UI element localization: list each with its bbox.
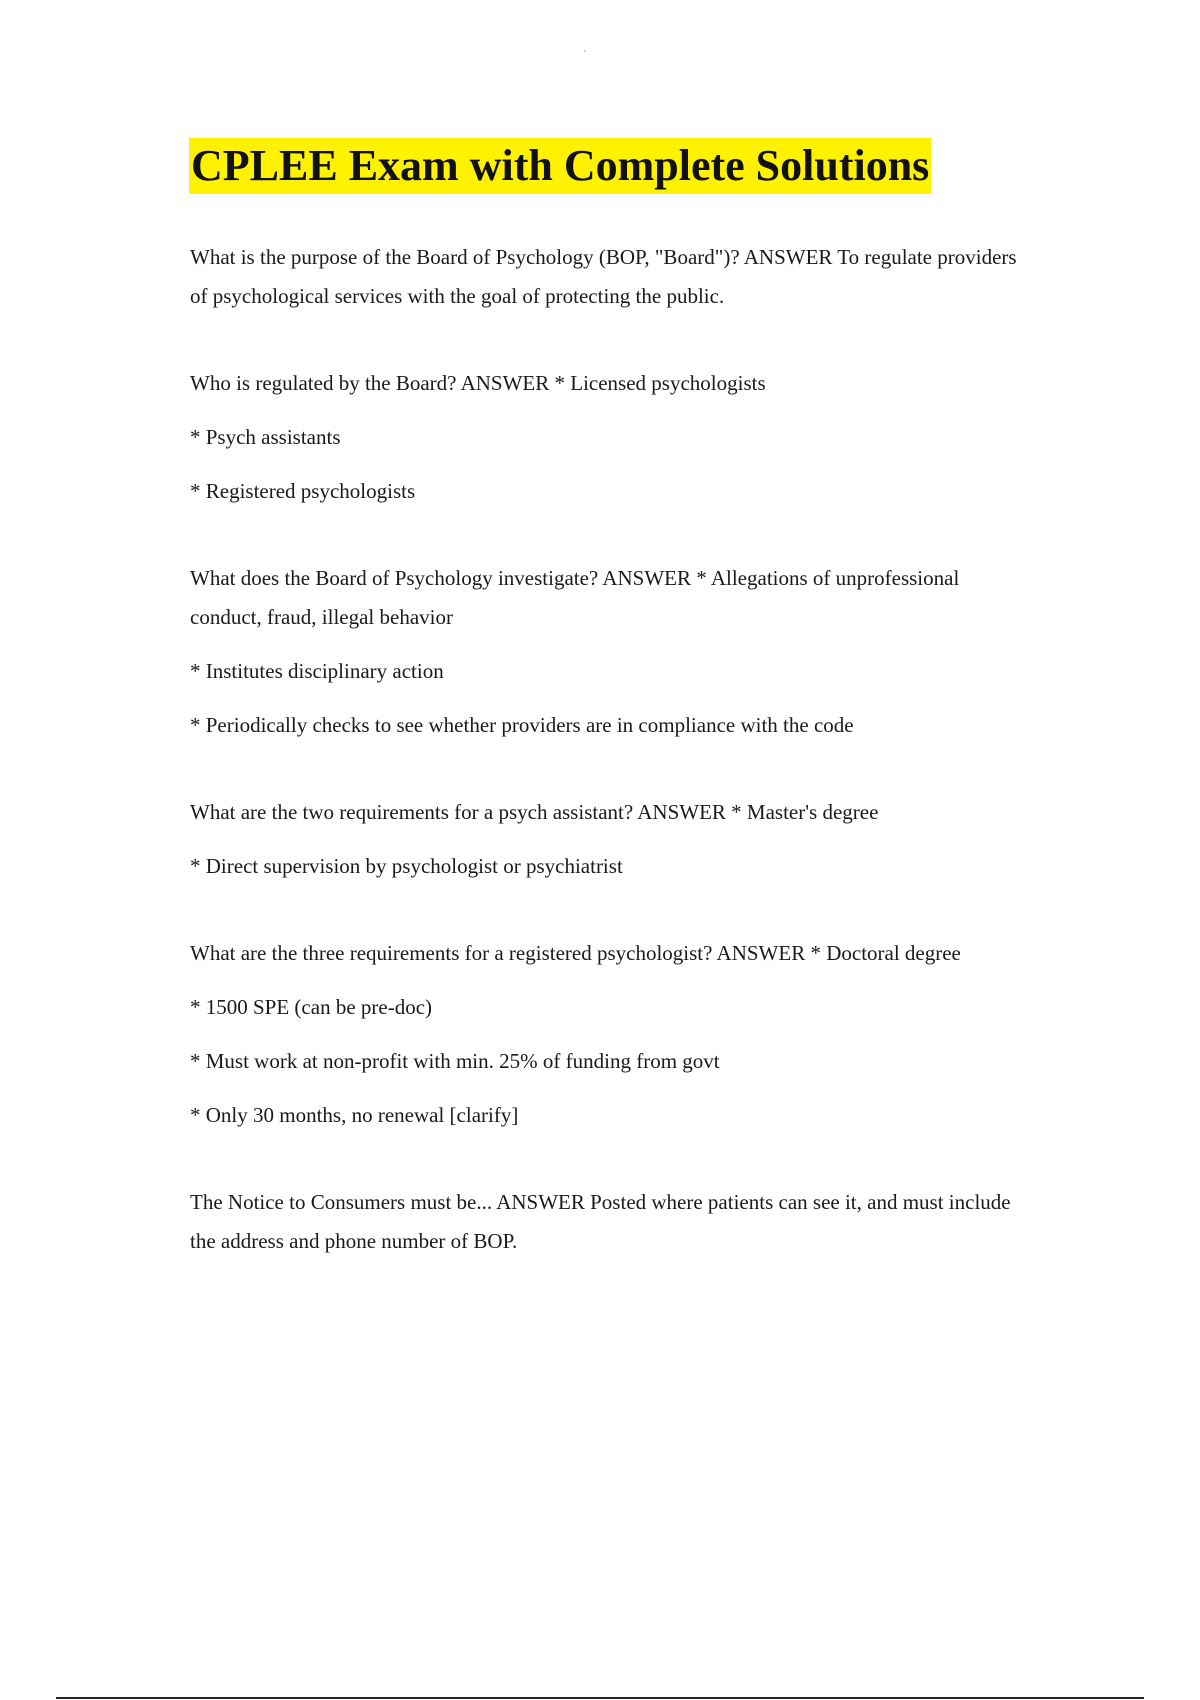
footer-rule: [56, 1697, 1144, 1699]
qa-question: What are the three requirements for a registered psychologist? ANSWER * Doctoral degree: [190, 941, 961, 965]
qa-bullet: * Periodically checks to see whether providers are in compliance with the code: [190, 713, 854, 737]
qa-text: What is the purpose of the Board of Psychology (BOP, "Board")? ANSWER To regulate providers of psychological services with the goal of protecting the public.: [190, 245, 1017, 308]
qa-bullet: * 1500 SPE (can be pre-doc): [190, 995, 433, 1019]
qa-item-5: [190, 934, 1030, 1135]
document-body: [190, 238, 1030, 1309]
qa-bullet: * Registered psychologists: [190, 479, 416, 503]
qa-bullet: * Institutes disciplinary action: [190, 659, 444, 683]
qa-item-3: [190, 559, 1030, 745]
qa-bullet: * Only 30 months, no renewal [clarify]: [190, 1103, 519, 1127]
qa-bullet: * Must work at non-profit with min. 25% of funding from govt: [190, 1049, 720, 1073]
qa-question: What are the two requirements for a psych assistant? ANSWER * Master's degree: [190, 800, 879, 824]
qa-bullet: * Direct supervision by psychologist or psychiatrist: [190, 854, 623, 878]
qa-item-6: [190, 1183, 1030, 1261]
qa-item-2: [190, 364, 1030, 511]
qa-question: Who is regulated by the Board? ANSWER * Licensed psychologists: [190, 371, 766, 395]
qa-bullet: * Psych assistants: [190, 425, 341, 449]
document-title: CPLEE Exam with Complete Solutions: [189, 138, 931, 194]
page-speck: [584, 50, 586, 52]
qa-text: The Notice to Consumers must be... ANSWER Posted where patients can see it, and must include the address and phone number of BOP.: [190, 1190, 1011, 1253]
qa-question: What does the Board of Psychology investigate? ANSWER * Allegations of unprofessional conduct, fraud, illegal behavior: [190, 566, 960, 629]
qa-item-1: [190, 238, 1030, 316]
qa-item-4: [190, 793, 1030, 886]
